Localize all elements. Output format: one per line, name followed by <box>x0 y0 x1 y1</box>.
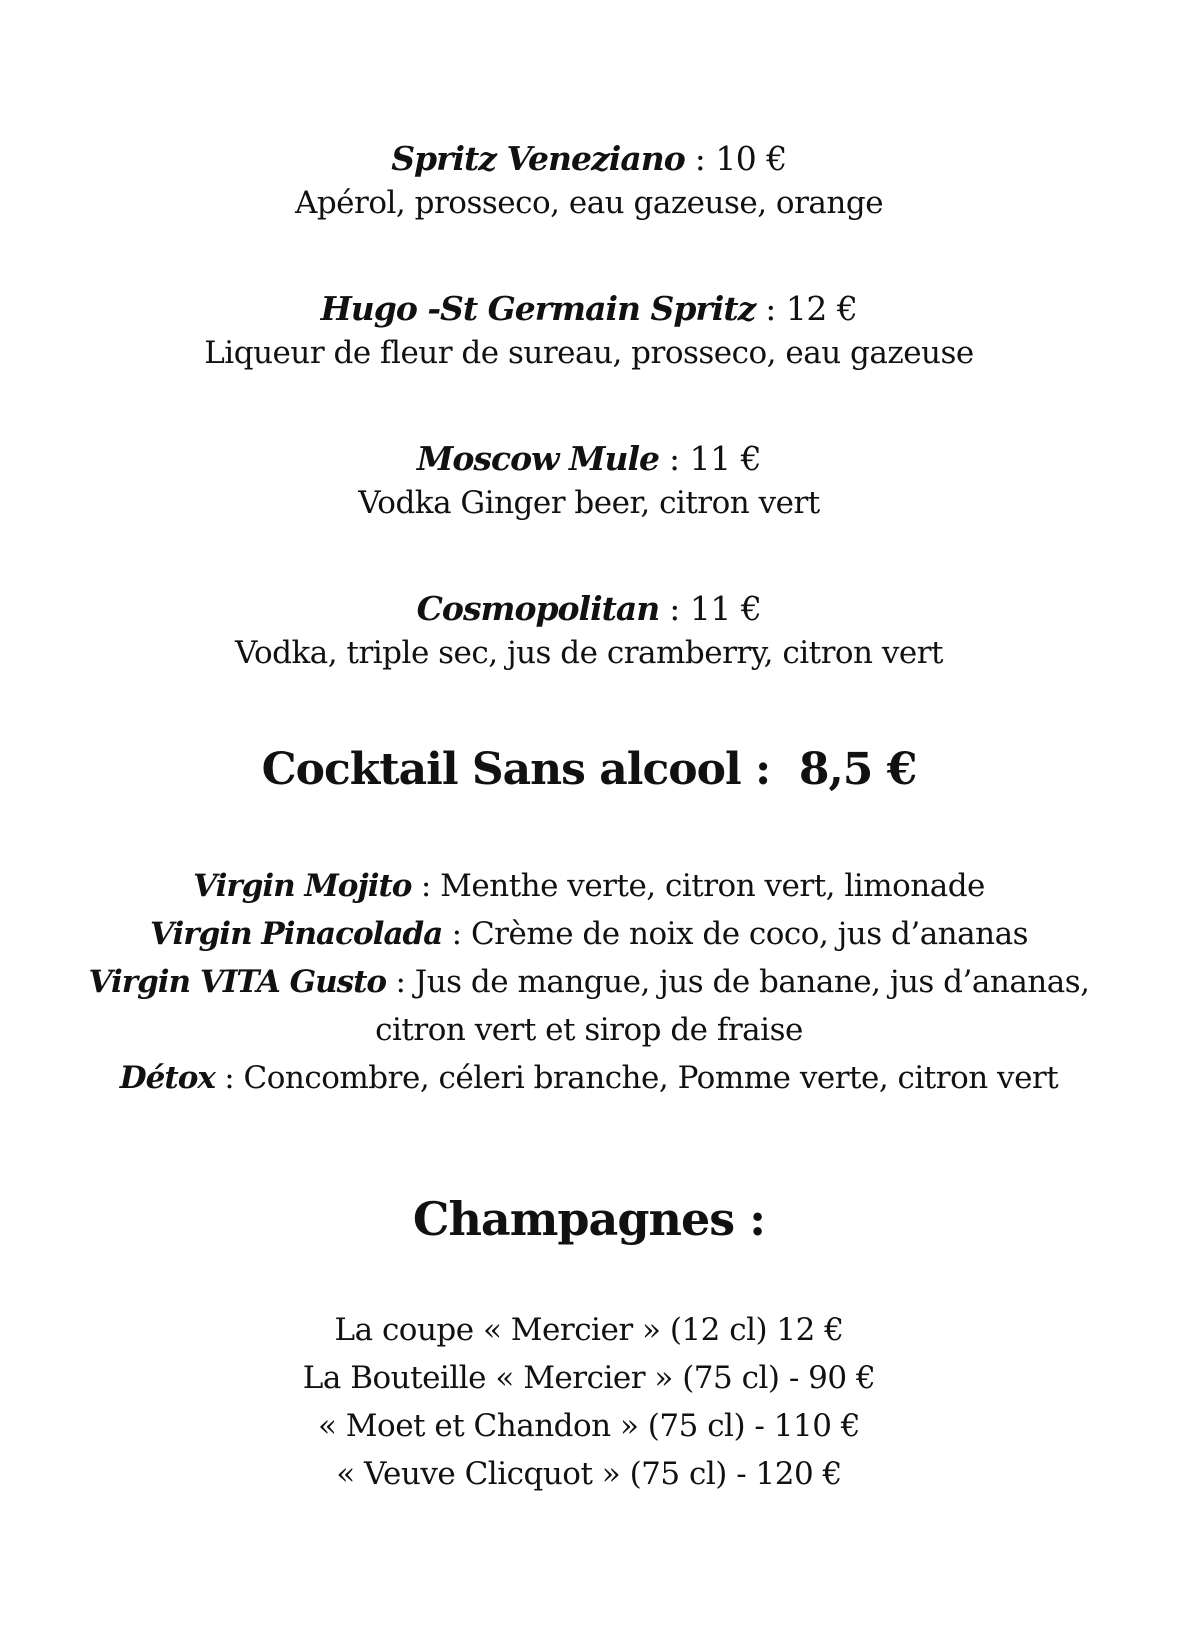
cocktail-price: : 12 € <box>755 289 858 328</box>
drink-description: : Concombre, céleri branche, Pomme verte, citron vert <box>214 1060 1059 1096</box>
champagnes-title: Champagnes : <box>412 1192 766 1246</box>
cocktail-price: : 10 € <box>684 139 787 178</box>
list-item: « Veuve Clicquot » (75 cl) - 120 € <box>336 1456 842 1492</box>
sans-alcool-title: Cocktail Sans alcool : 8,5 € <box>261 744 917 795</box>
cocktail-description: Vodka Ginger beer, citron vert <box>358 485 820 521</box>
cocktail-name: Spritz Veneziano <box>391 139 685 178</box>
list-item: La coupe « Mercier » (12 cl) 12 € <box>334 1312 844 1348</box>
list-item: « Moet et Chandon » (75 cl) - 110 € <box>317 1408 860 1444</box>
cocktail-description: Liqueur de fleur de sureau, prosseco, eau gazeuse <box>204 335 974 371</box>
cocktail-title-line <box>0 287 1178 331</box>
cocktail-name: Cosmopolitan <box>416 589 660 628</box>
list-item: La Bouteille « Mercier » (75 cl) - 90 € <box>302 1360 876 1396</box>
drink-name: Virgin Pinacolada <box>150 916 443 952</box>
cocktail-price: : 11 € <box>659 589 762 628</box>
cocktail-title-line <box>0 137 1178 181</box>
list-item <box>60 862 1118 910</box>
cocktail-item <box>0 137 1178 225</box>
cocktail-item <box>0 287 1178 375</box>
drink-description: : Menthe verte, citron vert, limonade <box>411 868 985 904</box>
drink-name: Virgin Mojito <box>193 868 412 904</box>
drink-description: : Crème de noix de coco, jus d’ananas <box>442 916 1028 952</box>
list-item <box>60 958 1118 1054</box>
cocktail-title-line <box>0 587 1178 631</box>
drink-name: Détox <box>119 1060 215 1096</box>
list-item <box>60 910 1118 958</box>
cocktail-item <box>0 437 1178 525</box>
cocktail-price: : 11 € <box>659 439 762 478</box>
sans-alcool-list <box>60 862 1118 1102</box>
list-item <box>60 1054 1118 1102</box>
cocktail-description: Apérol, prosseco, eau gazeuse, orange <box>294 185 884 221</box>
cocktail-name: Moscow Mule <box>416 439 660 478</box>
cocktail-title-line <box>0 437 1178 481</box>
drink-description: : Jus de mangue, jus de banane, jus d’ananas, citron vert et sirop de fraise <box>375 964 1090 1048</box>
cocktail-description: Vodka, triple sec, jus de cramberry, citron vert <box>234 635 944 671</box>
drink-name: Virgin VITA Gusto <box>88 964 387 1000</box>
cocktail-item <box>0 587 1178 675</box>
cocktail-name: Hugo -St Germain Spritz <box>320 289 756 328</box>
champagnes-list <box>0 1306 1178 1498</box>
